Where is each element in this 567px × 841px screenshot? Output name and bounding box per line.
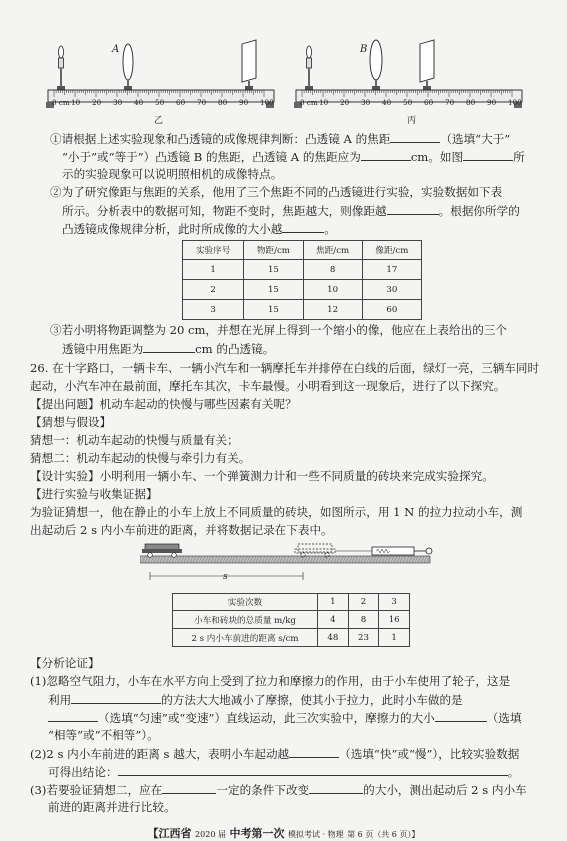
answer-blank[interactable] [309,781,363,794]
scale-tick-label: 100 [508,98,522,107]
footer-province: 【江西省 [147,827,192,840]
analysis-p1-line2 [48,691,463,709]
q1-text-e: 所 [513,150,525,164]
table-row [173,611,410,629]
bench-scale-left [50,98,274,108]
answer-blank[interactable] [143,340,195,353]
table-header-row [173,594,410,611]
analysis-p2-line1 [30,745,519,763]
q26-line6: 猜想二：机动车起动的快慢与牵引力有关。 [30,451,251,465]
table-cell: 1 [379,629,410,647]
table-cell: 23 [348,629,379,647]
table-cell: 8 [348,611,379,629]
scale-tick-label: 60 [176,98,186,107]
table-row [183,280,422,300]
table-cell: 小车和砖块的总质量 m/kg [173,611,318,629]
lens-label-b: B [360,44,368,55]
table-cell: 2 [183,280,244,300]
table-header-cell: 1 [318,594,349,611]
lens-data-table [182,240,422,320]
table-cell: 30 [362,280,421,300]
candle-icon [57,46,65,90]
footer-page: 第 6 页（共 6 页）】 [347,830,420,839]
q2-line2 [62,202,520,220]
cart-diagram-svg [140,538,440,588]
table-cell: 10 [303,280,362,300]
scale-tick-label: 70 [445,98,455,107]
table-cell: 12 [303,300,362,320]
answer-blank[interactable] [48,709,98,722]
table-header-row [183,241,422,260]
footer-exam: 中考第一次 [229,827,285,840]
table-cell: 15 [244,260,303,280]
table-cell: 48 [318,629,349,647]
analysis-title: 【分析论证】 [30,656,100,670]
scale-tick-label: 80 [466,98,476,107]
q26-line3: 【提出问题】机动车起动的快慢与哪些因素有关呢？ [30,397,297,411]
figure-caption-right: 丙 [407,116,417,126]
q26-line2: 起动，小汽车冲在最前面，摩托车其次，卡车最慢。小明看到这一现象后，进行了以下探究。 [30,379,506,393]
q1-text-c: “小于”或“等于”）凸透镜 B 的焦距，凸透镜 A 的焦距应为 [62,150,361,164]
answer-blank[interactable] [390,130,440,143]
scale-tick-label: 90 [239,98,249,107]
distance-label: s [223,572,228,582]
q2-text-d: 。 [324,222,336,236]
q26-line8: 【进行实验与收集证据】 [30,487,158,501]
q1-text-a: ①请根据上述实验现象和凸透镜的成像规律判断：凸透镜 A 的焦距 [50,132,391,146]
analysis-p1-line3 [48,709,522,727]
q26-line1: 26. 在十字路口，一辆卡车、一辆小汽车和一辆摩托车并排停在白线的后面，绿灯一亮，三辆车同时 [30,361,540,375]
table-header-cell: 实验序号 [183,241,244,260]
scale-tick-label: 100 [260,98,274,107]
scale-tick-label: 60 [424,98,434,107]
q3-text-a: 透镜中用焦距为 [62,342,144,356]
q26-line7: 【设计实验】小明利用一辆小车、一个弹簧测力计和一些不同质量的砖块来完成实验探究。 [30,469,494,483]
q26-line10: 出起动后 2 s 内小车前进的距离，并将数据记录在下表中。 [30,523,333,537]
scale-tick-label: 90 [487,98,497,107]
figure-caption-left: 乙 [154,116,164,126]
table-header-cell: 物距/cm [244,241,303,260]
cart-dashed-icon [295,544,335,557]
table-header-cell: 实验次数 [173,594,318,611]
table-header-cell: 3 [379,594,410,611]
answer-blank[interactable] [463,148,513,161]
table-row [173,629,410,647]
table-cell: 3 [183,300,244,320]
answer-blank[interactable] [435,709,487,722]
answer-blank[interactable] [162,781,216,794]
cart-figure [140,538,440,588]
table-cell: 2 s 内小车前进的距离 s/cm [173,629,318,647]
q1-line2 [62,148,525,166]
q2-text-c: 凸透镜成像规律分析，此时所成像的大小越 [62,222,283,236]
analysis-p1-line4: “相等”或“不相等”）。 [48,728,159,742]
q1-line3: 示的实验现象可以说明照相机的成像特点。 [62,167,283,181]
table-row [183,260,422,280]
analysis-text: （选填“快”或“慢”），比较实验数据 [339,747,520,761]
lens-label-a: A [112,44,120,55]
analysis-text: 可得出结论： [48,765,118,779]
answer-blank[interactable] [387,202,439,215]
q2-text-b: 。根据你所学的 [438,204,520,218]
scale-tick-label: 10 [319,98,329,107]
analysis-text: （选填 [486,711,522,725]
footer-subject: 模拟考试 · 物理 [287,830,344,839]
convex-lens-icon [123,44,133,90]
analysis-p1-line1: (1)忽略空气阻力，小车在水平方向上受到了拉力和摩擦力的作用，由于小车使用了轮子，这是 [30,674,511,688]
answer-blank[interactable] [118,763,508,776]
spring-scale-icon [372,547,432,555]
table-header-cell: 焦距/cm [303,241,362,260]
analysis-text: （选填“匀速”或“变速”）直线运动，此三次实验中，摩擦力的大小 [98,711,435,725]
q2-line3 [62,220,336,238]
analysis-p3-line2: 前进的距离并进行比较。 [48,800,176,814]
q3-line1: ③若小明将物距调整为 20 cm，并想在光屏上得到一个缩小的像，他应在上表给出的三个 [50,323,507,337]
scale-tick-label: 40 [134,98,144,107]
q26-line9: 为验证猜想一，他在静止的小车上放上不同质量的砖块，如图所示，用 1 N 的拉力拉动小车，测 [30,505,523,519]
table-cell: 8 [303,260,362,280]
analysis-text: 一定的条件下改变 [216,783,310,797]
table-cell: 60 [362,300,421,320]
scale-tick-label: 40 [382,98,392,107]
table-header-cell: 2 [348,594,379,611]
analysis-text: 的方法大大地减小了摩擦，使其小于拉力，此时小车做的是 [161,693,463,707]
q26-line5: 猜想一：机动车起动的快慢与质量有关； [30,433,239,447]
analysis-text: 的大小，测出起动后 2 s 内小车 [363,783,527,797]
scale-tick-label: 50 [403,98,413,107]
convex-lens-icon [370,40,382,90]
table-cell: 17 [362,260,421,280]
q1-text-b: （选填“大于” [440,132,511,146]
table-cell: 1 [183,260,244,280]
bench-scale-right [298,98,522,108]
scale-tick-label: 0 cm [300,98,318,107]
candle-icon [305,46,313,90]
analysis-text: 利用 [48,693,72,707]
analysis-p2-line2 [48,763,519,781]
answer-blank[interactable] [361,148,411,161]
analysis-text: (3)若要验证猜想二，应在 [30,783,163,797]
scale-tick-label: 30 [361,98,371,107]
footer-year: 2020 届 [195,830,226,839]
page-footer [0,828,567,841]
q3-text-b: cm 的凸透镜。 [195,342,275,356]
table-header-cell: 像距/cm [362,241,421,260]
analysis-text: (2)2 s 内小车前进的距离 s 越大，表明小车起动越 [30,747,290,761]
screen-icon [242,40,256,90]
table-cell: 15 [244,280,303,300]
analysis-text: 。 [507,765,520,779]
scale-tick-label: 80 [218,98,228,107]
analysis-p3-line1 [30,781,527,799]
scale-tick-label: 10 [71,98,81,107]
q2-text-a: 所示。分析表中的数据可知，物距不变时，焦距越大，则像距越 [62,204,387,218]
table-cell: 15 [244,300,303,320]
scale-tick-label: 70 [197,98,207,107]
answer-blank[interactable] [71,691,161,704]
answer-blank[interactable] [282,220,324,233]
q1-text-d: cm。如图 [410,150,464,164]
answer-blank[interactable] [289,745,339,758]
cart-data-table [172,593,410,647]
q26-line4: 【猜想与假设】 [30,415,112,429]
table-cell: 4 [318,611,349,629]
scale-tick-label: 20 [340,98,350,107]
screen-icon [420,40,434,90]
q1-line1 [50,130,510,148]
table-row [183,300,422,320]
scale-tick-label: 0 cm [52,98,70,107]
scale-tick-label: 20 [92,98,102,107]
q3-line2 [62,340,274,358]
scale-tick-label: 30 [113,98,123,107]
cart-icon [142,544,182,557]
scale-tick-label: 50 [155,98,165,107]
table-cell: 16 [379,611,410,629]
q2-line1: ②为了研究像距与焦距的关系，他用了三个焦距不同的凸透镜进行实验，实验数据如下表 [50,185,503,199]
